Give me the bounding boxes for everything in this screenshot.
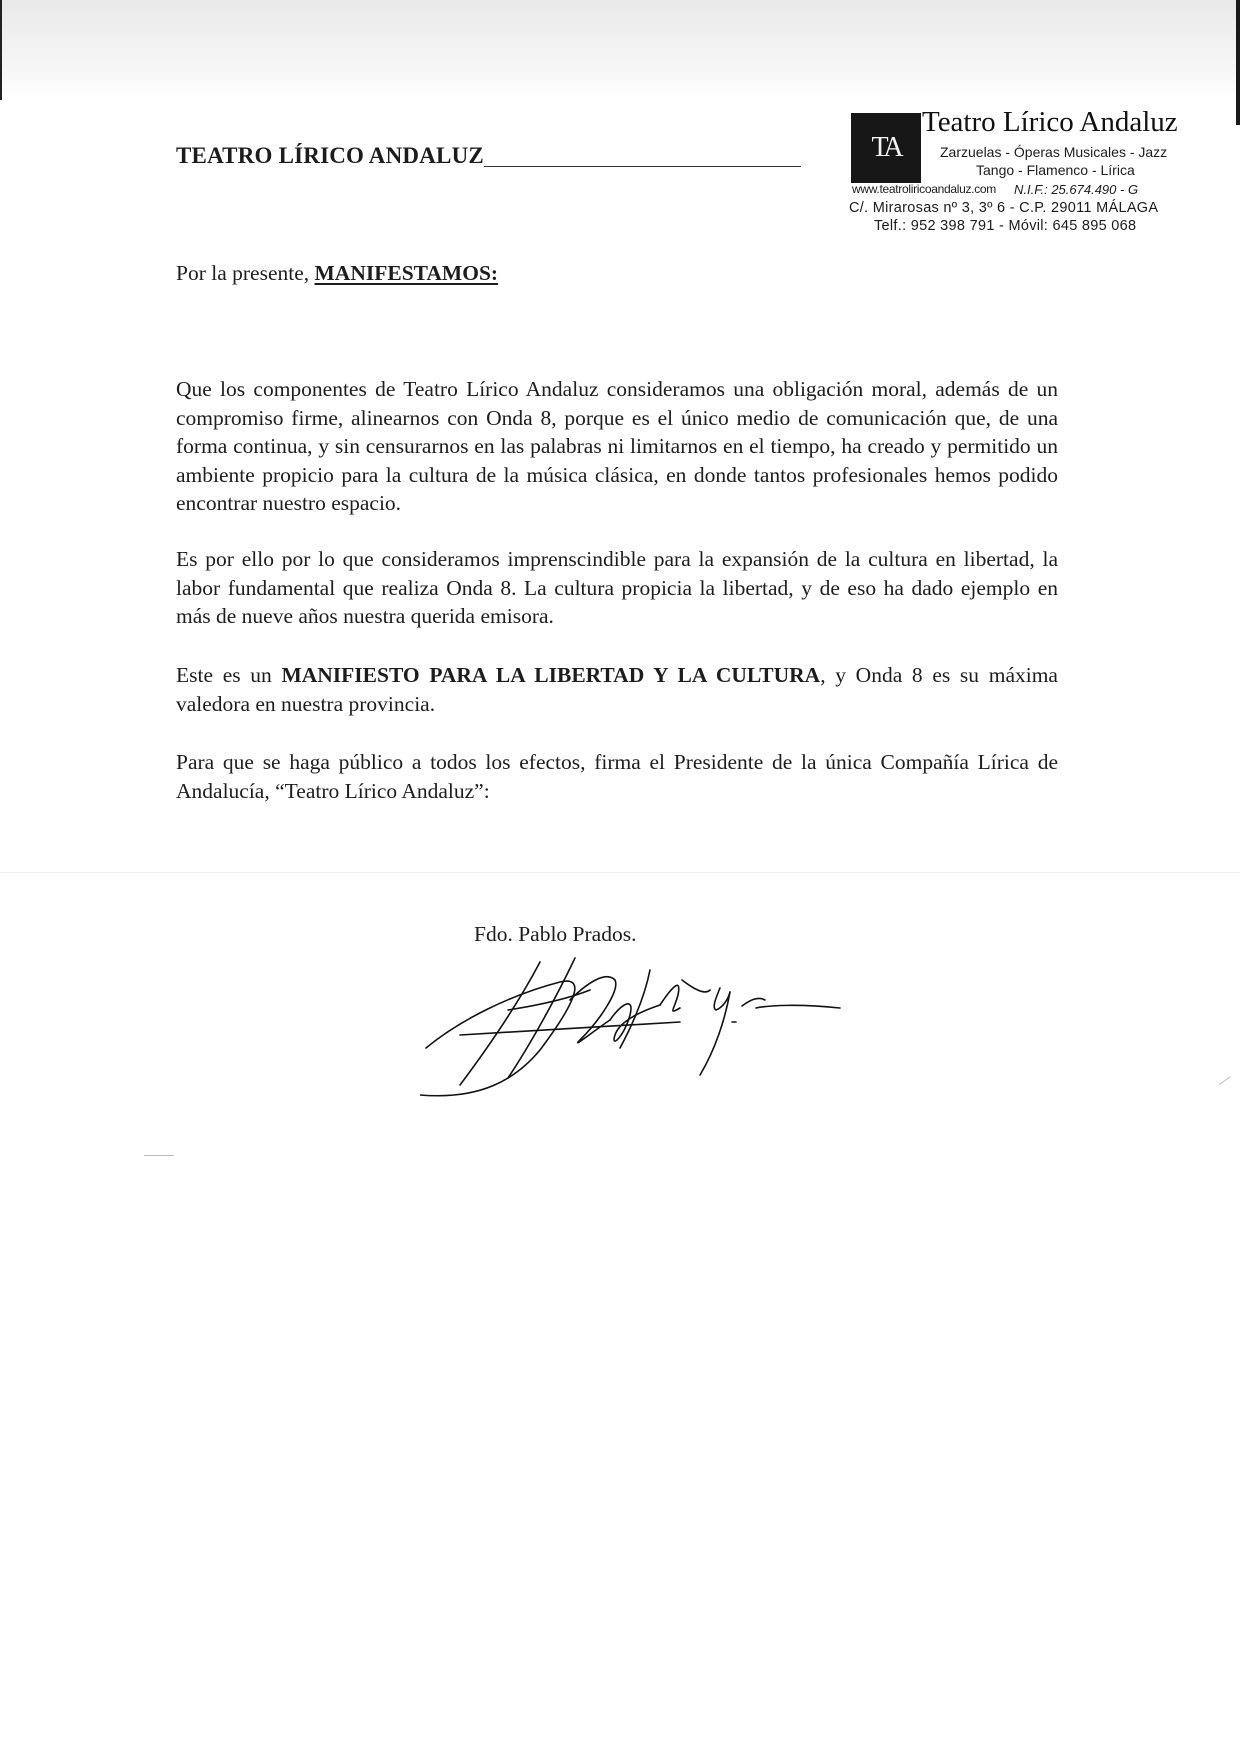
scan-edge-left xyxy=(0,0,2,100)
signed-by: Fdo. Pablo Prados. xyxy=(474,922,637,946)
letterhead-rule xyxy=(484,166,801,167)
scan-speck xyxy=(1219,1076,1231,1085)
paragraph-3-lead: Este es un xyxy=(176,663,282,687)
letterhead-title: TEATRO LÍRICO ANDALUZ xyxy=(176,143,484,168)
letterhead-title-block xyxy=(176,143,801,169)
manifesto-title: MANIFIESTO PARA LA LIBERTAD Y LA CULTURA xyxy=(281,663,821,687)
paragraph-3-tail: , y Onda 8 es su máxima valedora en nuestra provincia. xyxy=(176,663,1058,716)
organization-address: C/. Mirarosas nº 3, 3º 6 - C.P. 29011 MÁLAGA xyxy=(849,200,1159,216)
scan-shadow-top xyxy=(0,0,1240,100)
paper-fold-line xyxy=(0,872,1240,873)
scan-edge-right xyxy=(1236,0,1240,125)
paragraph-1: Que los componentes de Teatro Lírico Andaluz consideramos una obligación moral, además de un compromiso firme, alinearnos con Onda 8, porque es el único medio de comunicación que, de una forma continua, y sin censurarnos en las palabras ni limitarnos en el tiempo, ha creado y permitido un ambiente propicio para la cultura de la música clásica, en donde tantos profesionales hemos podido encontrar nuestro espacio. xyxy=(176,377,1058,515)
handwritten-signature xyxy=(420,950,850,1100)
organization-name: Teatro Lírico Andaluz xyxy=(922,106,1178,138)
scan-speck xyxy=(144,1155,174,1156)
paragraph-3 xyxy=(176,661,1058,718)
paragraph-4: Para que se haga público a todos los efectos, firma el Presidente de la única Compañía Lírica de Andalucía, “Teatro Lírico Andaluz”: xyxy=(176,750,1058,803)
paragraph-2: Es por ello por lo que consideramos imprenscindible para la expansión de la cultura en libertad, la labor fundamental que realiza Onda 8. La cultura propicia la libertad, y de eso ha dado ejemplo en más de nueve años nuestra querida emisora. xyxy=(176,547,1058,628)
intro-lead: Por la presente, xyxy=(176,261,315,285)
intro-line xyxy=(176,259,498,288)
organization-tagline-2: Tango - Flamenco - Lírica xyxy=(976,162,1135,178)
theatre-logo xyxy=(851,113,921,183)
organization-phone: Telf.: 952 398 791 - Móvil: 645 895 068 xyxy=(874,218,1137,234)
intro-manifestamos: MANIFESTAMOS: xyxy=(314,261,499,285)
logo-monogram: TA xyxy=(871,132,901,163)
organization-website: www.teatroliricoandaluz.com xyxy=(852,182,996,196)
organization-tagline-1: Zarzuelas - Óperas Musicales - Jazz xyxy=(940,144,1168,160)
organization-nif: N.I.F.: 25.674.490 - G xyxy=(1014,182,1139,197)
